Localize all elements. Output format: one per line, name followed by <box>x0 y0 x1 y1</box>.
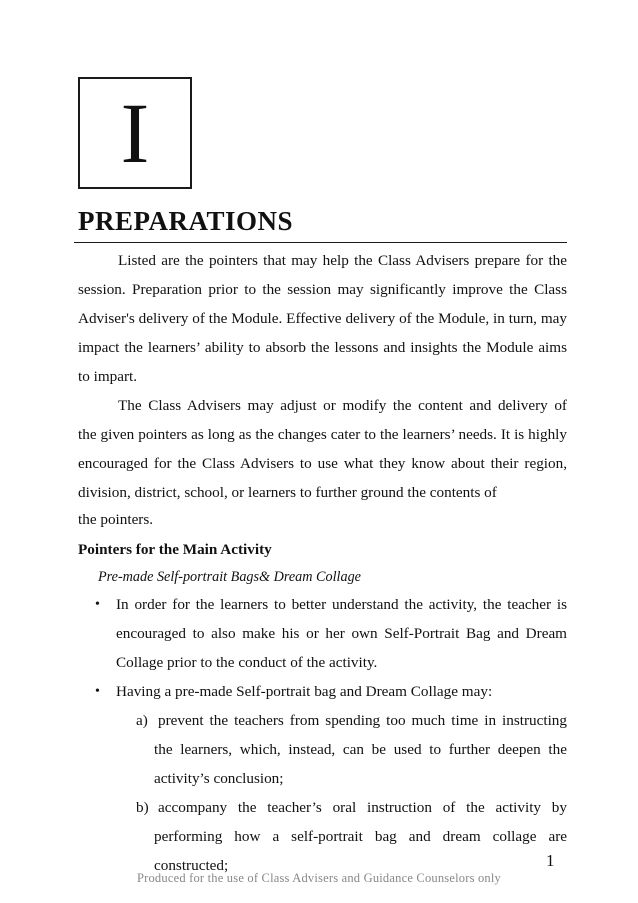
chapter-numeral: I <box>120 85 150 181</box>
section-heading: Pointers for the Main Activity <box>78 541 272 558</box>
paragraph-2-line: the pointers. <box>78 511 154 528</box>
paragraph-1-line: session. Preparation prior to the session may significantly improve the Class <box>78 281 567 298</box>
section-subheading: Pre-made Self-portrait Bags& Dream Collage <box>98 569 361 585</box>
bullet-marker: • <box>95 684 100 699</box>
paragraph-1-line: to impart. <box>78 368 138 385</box>
item-b-marker: b) <box>136 799 149 816</box>
item-a-line: the learners, which, instead, can be used to further deepen the <box>154 741 567 758</box>
paragraph-2-line: The Class Advisers may adjust or modify the content and delivery of <box>118 397 567 414</box>
item-a-line: activity’s conclusion; <box>154 770 284 787</box>
title-divider <box>74 242 567 243</box>
item-b-line: accompany the teacher’s oral instruction of the activity by <box>158 799 567 816</box>
item-b-line: constructed; <box>154 857 229 874</box>
bullet-1-line: Collage prior to the conduct of the activity. <box>116 654 378 671</box>
paragraph-1-line: impact the learners’ ability to absorb the lessons and insights the Module aims <box>78 339 567 356</box>
paragraph-1-line: Listed are the pointers that may help the Class Advisers prepare for the <box>118 252 567 269</box>
item-a-marker: a) <box>136 712 148 729</box>
page-footer: Produced for the use of Class Advisers and Guidance Counselors only <box>136 871 502 885</box>
bullet-marker: • <box>95 597 100 612</box>
chapter-title: PREPARATIONS <box>78 206 294 236</box>
bullet-1-line: encouraged to also make his or her own Self-Portrait Bag and Dream <box>116 625 567 642</box>
bullet-1-line: In order for the learners to better understand the activity, the teacher is <box>116 596 567 613</box>
item-a-line: prevent the teachers from spending too much time in instructing <box>158 712 567 729</box>
chapter-number-box <box>78 77 192 189</box>
page-number: 1 <box>546 851 555 870</box>
paragraph-2-line: encouraged for the Class Advisers to use what they know about their region, <box>78 455 567 472</box>
bullet-2-line: Having a pre-made Self-portrait bag and Dream Collage may: <box>116 683 493 700</box>
paragraph-2-line: division, district, school, or learners to further ground the contents of <box>78 484 497 501</box>
paragraph-2-line: the given pointers as long as the changes cater to the learners’ needs. It is highly <box>78 426 567 443</box>
paragraph-1-line: Adviser's delivery of the Module. Effective delivery of the Module, in turn, may <box>78 310 567 327</box>
item-b-line: performing how a self-portrait bag and dream collage are <box>154 828 567 845</box>
